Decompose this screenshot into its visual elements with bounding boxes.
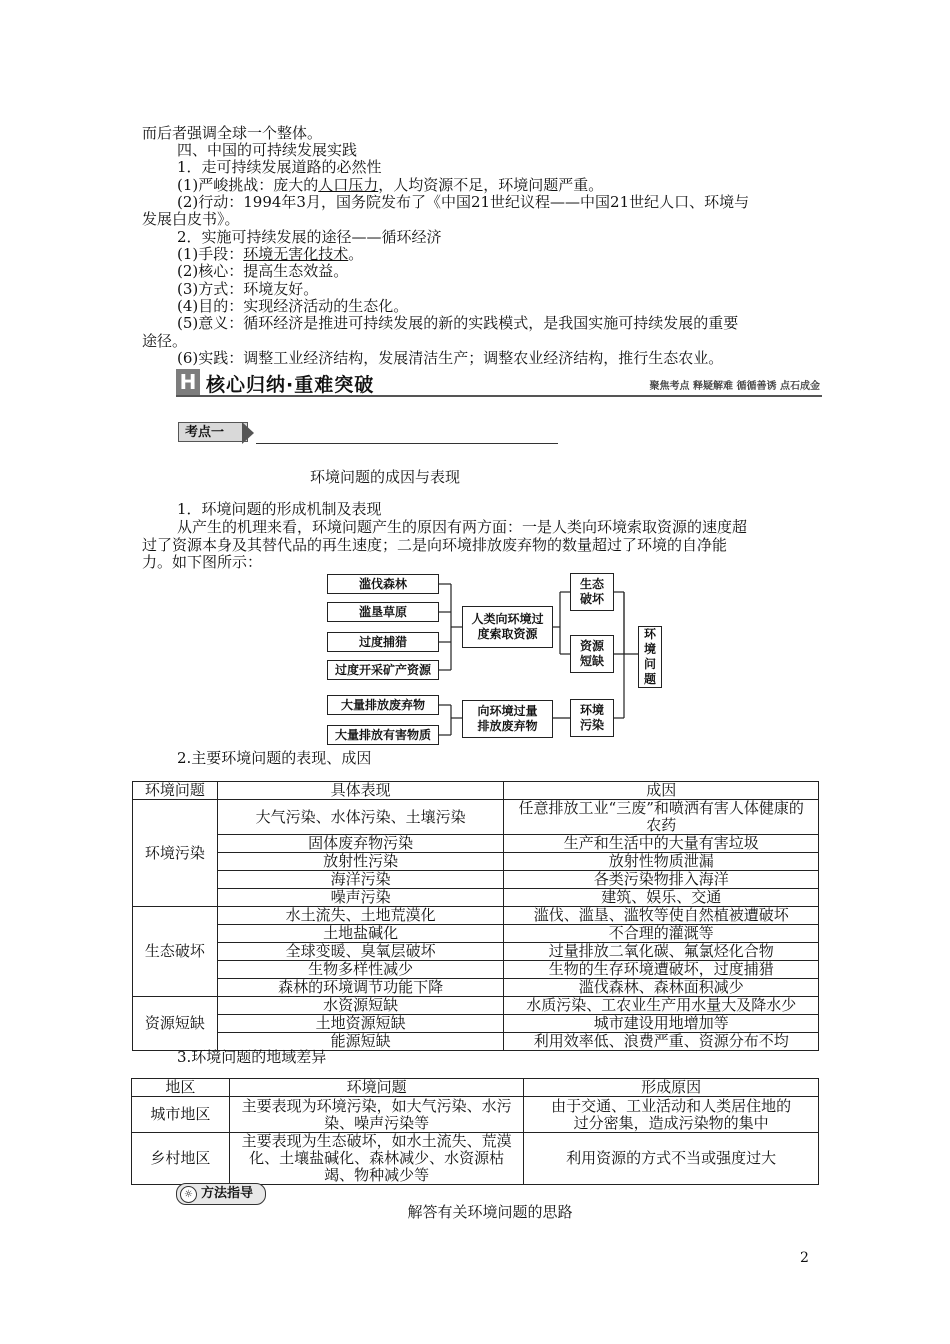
banner-letter: H xyxy=(176,369,200,395)
table-cell: 由于交通、工业活动和人类居住地的过分密集，造成污染物的集中 xyxy=(524,1097,819,1133)
table-row xyxy=(133,889,819,907)
text-line: 而后者强调全球一个整体。 xyxy=(142,124,323,142)
text-line: 过了资源本身及其替代品的再生速度；二是向环境排放废弃物的数量超过了环境的自净能 xyxy=(142,536,728,554)
group-cell: 生态破坏 xyxy=(133,907,218,997)
text-line: (2)行动：1994年3月，国务院发布了《中国21世纪议程——中国21世纪人口、环境与 xyxy=(177,193,750,211)
underlined-term: 环境无害化技术 xyxy=(243,245,349,263)
lightbulb-icon: ☼ xyxy=(180,1186,197,1203)
table-row xyxy=(133,979,819,997)
flow-box-overhunting: 过度捕猎 xyxy=(327,632,439,652)
subheading: 1．环境问题的形成机制及表现 xyxy=(177,500,382,518)
table-cell: 固体废弃物污染 xyxy=(217,835,504,853)
table-cell: 生物的生存环境遭破坏，过度捕猎 xyxy=(504,961,819,979)
table-cell: 利用效率低、浪费严重、资源分布不均 xyxy=(504,1033,819,1051)
table-header: 环境问题 xyxy=(133,782,218,800)
table-cell: 水资源短缺 xyxy=(217,997,504,1015)
text-line: (5)意义：循环经济是推进可持续发展的新的实践模式，是我国实施可持续发展的重要 xyxy=(177,314,739,332)
text-line: (1)严峻挑战：庞大的人口压力，人均资源不足，环境问题严重。 xyxy=(177,176,604,194)
group-cell: 资源短缺 xyxy=(133,997,218,1051)
table-row xyxy=(133,835,819,853)
section-title: 环境问题的成因与表现 xyxy=(309,468,460,486)
flow-box-environmental-problem: 环境问题 xyxy=(638,626,662,688)
table-cell: 过量排放二氧化碳、氟氯烃化合物 xyxy=(504,943,819,961)
table-cell: 海洋污染 xyxy=(217,871,504,889)
method-title: 解答有关环境问题的思路 xyxy=(407,1203,573,1221)
banner-subtitle: 聚焦考点 释疑解难 循循善诱 点石成金 xyxy=(649,381,820,392)
table-row xyxy=(133,871,819,889)
kaodian-label: 考点一 xyxy=(178,422,248,442)
text-line: (3)方式：环境友好。 xyxy=(177,280,319,298)
table-cell: 城市地区 xyxy=(132,1097,230,1133)
subheading: 2．实施可持续发展的途径——循环经济 xyxy=(177,228,442,246)
table-row xyxy=(133,800,819,835)
table-header: 环境问题 xyxy=(229,1079,524,1097)
table-row xyxy=(133,907,819,925)
table-cell: 生产和生活中的大量有害垃圾 xyxy=(504,835,819,853)
flow-box-resource-demand: 人类向环境过度索取资源 xyxy=(462,606,553,648)
subheading: 1．走可持续发展道路的必然性 xyxy=(177,158,382,176)
table-cell: 主要表现为环境污染，如大气污染、水污染、噪声污染等 xyxy=(229,1097,524,1133)
table-header: 形成原因 xyxy=(524,1079,819,1097)
table-cell: 任意排放工业“三废”和喷洒有害人体健康的农药 xyxy=(504,800,819,835)
environment-problems-table xyxy=(132,781,819,1051)
table-cell: 放射性物质泄漏 xyxy=(504,853,819,871)
table-cell: 城市建设用地增加等 xyxy=(504,1015,819,1033)
table-header: 成因 xyxy=(504,782,819,800)
flow-box-deforestation: 滥伐森林 xyxy=(327,574,439,594)
table-cell: 能源短缺 xyxy=(217,1033,504,1051)
text-line: (6)实践：调整工业经济结构，发展清洁生产；调整农业经济结构，推行生态农业。 xyxy=(177,349,724,367)
flow-box-overmining: 过度开采矿产资源 xyxy=(327,660,439,680)
page-number: 2 xyxy=(800,1250,809,1266)
table-cell: 水质污染、工农业生产用水量大及降水少 xyxy=(504,997,819,1015)
text-line: 力。如下图所示： xyxy=(142,553,263,571)
table-header: 地区 xyxy=(132,1079,230,1097)
flow-box-waste-discharge: 大量排放废弃物 xyxy=(327,695,439,715)
table-cell: 全球变暖、臭氧层破坏 xyxy=(217,943,504,961)
method-badge xyxy=(176,1183,266,1205)
text-line: 发展白皮书》。 xyxy=(142,210,240,228)
text-line: (4)目的：实现经济活动的生态化。 xyxy=(177,297,409,315)
flow-box-waste-excess: 向环境过量排放废弃物 xyxy=(462,700,553,738)
table-row xyxy=(133,1015,819,1033)
flow-box-resource-shortage: 资源短缺 xyxy=(570,635,614,673)
banner-title: 核心归纳·重难突破 xyxy=(206,374,375,396)
table-row xyxy=(133,853,819,871)
table-cell: 不合理的灌溉等 xyxy=(504,925,819,943)
table-cell: 大气污染、水体污染、土壤污染 xyxy=(217,800,504,835)
table-caption: 2.主要环境问题的表现、成因 xyxy=(177,749,372,767)
table-row xyxy=(133,943,819,961)
table-row xyxy=(132,1097,819,1133)
table-row xyxy=(133,961,819,979)
flow-box-harmful-discharge: 大量排放有害物质 xyxy=(327,725,439,745)
table-header: 具体表现 xyxy=(217,782,504,800)
table-cell: 放射性污染 xyxy=(217,853,504,871)
group-cell: 环境污染 xyxy=(133,800,218,907)
table-cell: 利用资源的方式不当或强度过大 xyxy=(524,1133,819,1185)
table-cell: 各类污染物排入海洋 xyxy=(504,871,819,889)
table-row xyxy=(133,997,819,1015)
text-line: (1)手段：环境无害化技术。 xyxy=(177,245,364,263)
table-cell: 土地盐碱化 xyxy=(217,925,504,943)
table-row xyxy=(133,925,819,943)
table-cell: 土地资源短缺 xyxy=(217,1015,504,1033)
table-cell: 主要表现为生态破坏，如水土流失、荒漠化、土壤盐碱化、森林减少、水资源枯竭、物种减少等 xyxy=(229,1133,524,1185)
table-caption: 3.环境问题的地域差异 xyxy=(177,1048,327,1066)
flow-box-environmental-pollution: 环境污染 xyxy=(570,699,614,737)
section-heading: 四、中国的可持续发展实践 xyxy=(177,141,358,159)
table-cell: 生物多样性减少 xyxy=(217,961,504,979)
text-line: 从产生的机理来看，环境问题产生的原因有两方面：一是人类向环境索取资源的速度超 xyxy=(177,518,748,536)
underlined-term: 人口压力 xyxy=(318,176,379,194)
table-cell: 乡村地区 xyxy=(132,1133,230,1185)
flow-box-ecological-damage: 生态破坏 xyxy=(570,573,614,611)
table-cell: 滥伐、滥垦、滥牧等使自然植被遭破坏 xyxy=(504,907,819,925)
table-cell: 噪声污染 xyxy=(217,889,504,907)
table-row xyxy=(132,1133,819,1185)
table-cell: 滥伐森林、森林面积减少 xyxy=(504,979,819,997)
table-cell: 建筑、娱乐、交通 xyxy=(504,889,819,907)
table-cell: 森林的环境调节功能下降 xyxy=(217,979,504,997)
text-line: (2)核心：提高生态效益。 xyxy=(177,262,349,280)
table-cell: 水土流失、土地荒漠化 xyxy=(217,907,504,925)
regional-differences-table xyxy=(131,1078,819,1185)
flow-box-overgrazing: 滥垦草原 xyxy=(327,602,439,622)
text-line: 途径。 xyxy=(142,332,188,350)
method-label: 方法指导 xyxy=(201,1186,254,1201)
